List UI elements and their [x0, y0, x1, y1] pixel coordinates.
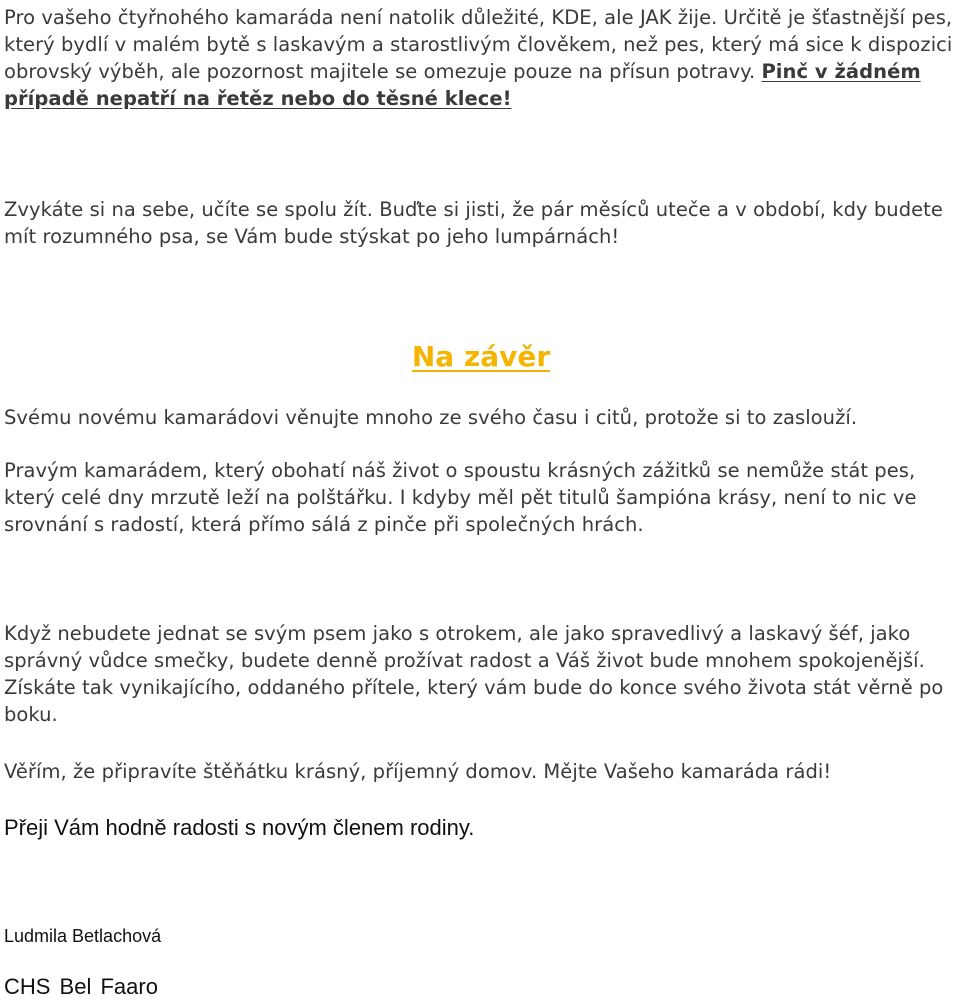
author-signature: Ludmila Betlachová: [4, 926, 162, 946]
wishes-paragraph: Přeji Vám hodně radosti s novým členem rodiny.: [4, 815, 475, 840]
conclusion-heading: [4, 340, 958, 374]
home-paragraph: Věřím, že připravíte štěňátku krásný, příjemný domov. Mějte Vašeho kamaráda rádi!: [4, 760, 832, 783]
true-friend-paragraph: Pravým kamarádem, který obohatí náš život o spoustu krásných zážitků se nemůže stát pes, který celé dny mrzutě leží na polštářku. I kdyby měl pět titulů šampióna krásy, není to nic ve srovnání s radostí, která přímo sálá z pinče při společných hrách.: [4, 459, 917, 536]
pack-leader-paragraph: Když nebudete jednat se svým psem jako s otrokem, ale jako spravedlivý a laskavý šéf, jako správný vůdce smečky, budete denně prožívat radost a Váš život bude mnohem spokojenější. Získáte tak vynikajícího, oddaného přítele, který vám bude do konce svého života stát věrně po boku.: [4, 622, 944, 726]
intro-text: Pro vašeho čtyřnohého kamaráda není natolik důležité, KDE, ale JAK žije. Určitě je šťastnější pes, který bydlí v malém bytě s laskavým a starostlivým člověkem, než pes, který má sice k dispozici obrovský výběh, ale pozornost majitele se omezuje pouze na přísun potravy.: [4, 6, 953, 83]
kennel-name: CHS Bel Faaro: [4, 974, 158, 999]
living-together-paragraph: Zvykáte si na sebe, učíte se spolu žít. Buďte si jisti, že pár měsíců uteče a v období, kdy budete mít rozumného psa, se Vám bude stýskat po jeho lumpárnách!: [4, 198, 943, 248]
devote-time-paragraph: Svému novému kamarádovi věnujte mnoho ze svého času i citů, protože si to zaslouží.: [4, 406, 858, 429]
chain-warning-emphasis: Pinč v žádném případě nepatří na řetěz nebo do těsné klece!: [4, 60, 921, 110]
conclusion-heading-text: Na závěr: [411, 340, 551, 373]
intro-paragraph: [4, 4, 958, 112]
